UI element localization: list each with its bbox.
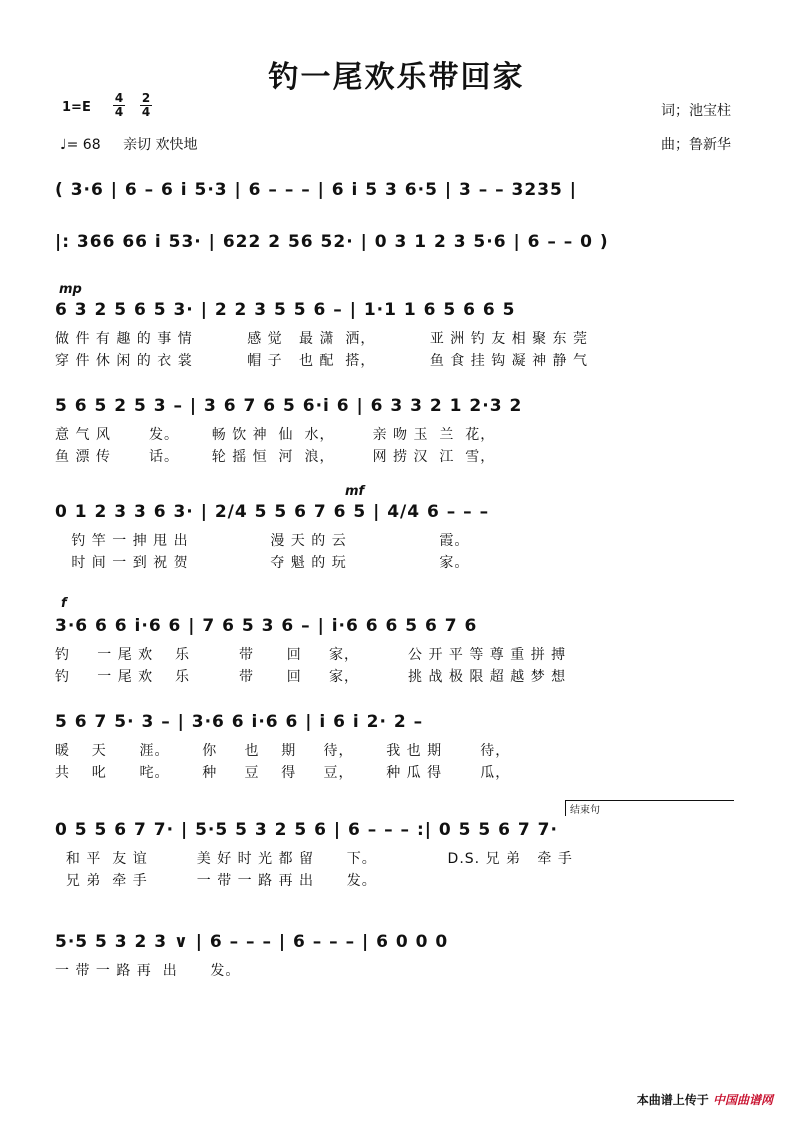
notes-line-3: 6 3 2 5 6 5 3· | 2 2 3 5 5 6 – | 1·1 1 6 5 6 6 5 [55,300,516,320]
time-sig-a-denominator: 4 [114,105,124,119]
notes-line-6: 3·6 6 6 i·6 6 | 7 6 5 3 6 – | i·6 6 6 5 6 7 6 [55,616,478,636]
lyrics-line-4-verse-2: 鱼 漂 传 话。 轮 摇 恒 河 浪， 网 捞 汉 江 雪， [55,449,496,465]
lyrics-line-8-verse-1: 和 平 友 谊 美 好 时 光 都 留 下。 D.S. 兄 弟 牵 手 [55,851,573,867]
notes-line-1: ( 3·6 | 6 – 6 i 5·3 | 6 – – – | 6 i 5 3 6·5 | 3 – – 3235 | [55,180,577,200]
song-title: 钓一尾欢乐带回家 [268,60,525,95]
dynamic-mark-mf: mf [345,484,365,499]
notes-line-9: 5·5 5 3 2 3 ∨ | 6 – – – | 6 – – – | 6 0 0 0 [55,932,449,952]
tempo-marking [60,134,198,154]
lyrics-line-4-verse-1: 意 气 风 发。 畅 饮 神 仙 水， 亲 吻 玉 兰 花， [55,427,496,443]
notes-line-7: 5 6 7 5· 3 – | 3·6 6 i·6 6 | i 6 i 2· 2 – [55,712,424,732]
site-logo[interactable]: 中国曲谱网 [712,1093,773,1107]
ending-label: 结束句 [565,800,734,816]
composer-credit: 曲；鲁新华 [661,137,731,153]
time-sig-b-denominator: 4 [141,105,151,119]
lyrics-line-7-verse-1: 暖 天 涯。 你 也 期 待， 我 也 期 待， [55,743,511,759]
dynamic-mark-f: f [61,596,67,611]
lyrics-line-8-verse-2: 兄 弟 牵 手 一 带 一 路 再 出 发。 [55,873,377,889]
lyrics-line-5-verse-1: 钓 竿 一 抻 甩 出 漫 天 的 云 霞。 [55,533,470,549]
key-signature: 1=E [62,100,91,115]
notes-line-5: 0 1 2 3 3 6 3· | 2/4 5 5 6 7 6 5 | 4/4 6 – – – [55,502,490,522]
footer-text: 本曲谱上传于 [636,1093,709,1107]
lyricist-credit: 词；池宝柱 [661,103,731,119]
lyrics-line-5-verse-2: 时 间 一 到 祝 贺 夺 魁 的 玩 家。 [55,555,470,571]
footer-upload-notice [637,1091,773,1108]
lyrics-line-9-verse-1: 一 带 一 路 再 出 发。 [55,963,241,979]
time-sig-b-numerator: 2 [141,91,151,105]
lyrics-line-3-verse-2: 穿 件 休 闲 的 衣 裳 帽 子 也 配 搭， 鱼 食 挂 钩 凝 神 静 气 [55,353,589,369]
time-signature-a [113,92,125,119]
lyrics-line-6-verse-1: 钓 一 尾 欢 乐 带 回 家， 公 开 平 等 尊 重 拼 搏 [55,647,567,663]
lyrics-line-6-verse-2: 钓 一 尾 欢 乐 带 回 家， 挑 战 极 限 超 越 梦 想 [55,669,567,685]
tempo-value: ♩= 68 [60,137,101,153]
expression-text: 亲切 欢快地 [123,137,198,153]
lyrics-line-7-verse-2: 共 叱 咤。 种 豆 得 豆， 种 瓜 得 瓜， [55,765,511,781]
notes-line-8: 0 5 5 6 7 7· | 5·5 5 3 2 5 6 | 6 – – – :| 0 5 5 6 7 7· [55,820,558,840]
time-signature-b [140,92,152,119]
notes-line-4: 5 6 5 2 5 3 – | 3 6 7 6 5 6·i 6 | 6 3 3 2 1 2·3 2 [55,396,523,416]
dynamic-mark-mp: mp [59,282,82,297]
notes-line-2: |: 366 66 i 53· | 622 2 56 52· | 0 3 1 2 3 5·6 | 6 – – 0 ) [55,232,609,252]
lyrics-line-3-verse-1: 做 件 有 趣 的 事 情 感 觉 最 潇 洒， 亚 洲 钓 友 相 聚 东 莞 [55,331,589,347]
time-sig-a-numerator: 4 [114,91,124,105]
